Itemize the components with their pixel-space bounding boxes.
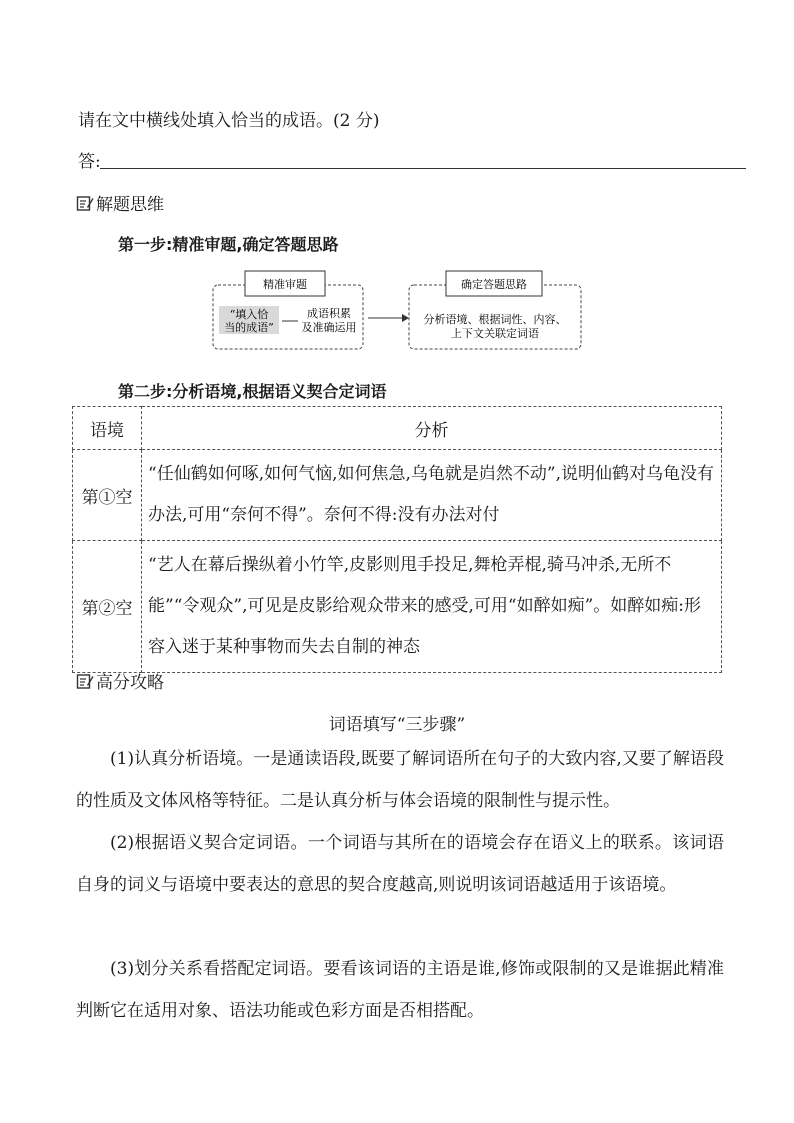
right-desc-line2: 上下文关联定词语 [451, 327, 539, 340]
section-title: 解题思维 [96, 195, 164, 215]
left-desc-line1: 成语积累 [307, 307, 351, 320]
row-analysis: “任仙鹤如何啄,如何气恼,如何焦急,乌龟就是岿然不动”,说明仙鹤对乌龟没有办法,可用“奈何不得”。奈何不得:没有办法对付 [142, 450, 722, 541]
left-quote-line1: “填入恰 [229, 308, 269, 321]
answer-blank-line[interactable] [100, 168, 746, 169]
left-quote-line2: 当的成语” [224, 321, 274, 334]
thinking-flow-diagram [210, 268, 590, 353]
step2-title: 第二步:分析语境,根据语义契合定词语 [118, 382, 387, 401]
left-box-label: 精准审题 [263, 278, 307, 291]
strategy-paragraph-3: (3)划分关系看搭配定词语。要看该词语的主语是谁,修饰或限制的又是谁据此精准判断它在适用对象、语法功能或色彩方面是否相搭配。 [76, 959, 724, 1021]
section-heading-strategy [76, 668, 164, 693]
section-heading-thinking [76, 190, 164, 215]
header-context: 语境 [73, 407, 142, 450]
analysis-table [72, 406, 722, 673]
table-row [73, 541, 722, 673]
strategy-title: 词语填写“三步骤” [328, 715, 466, 735]
table-header-row [73, 407, 722, 450]
question-text: 请在文中横线处填入恰当的成语。(2 分) [78, 111, 380, 131]
answer-label: 答: [78, 152, 101, 172]
flow-arrow-head [402, 314, 409, 322]
section-title: 高分攻略 [96, 673, 164, 693]
right-desc-line1: 分析语境、根据词性、内容、 [423, 313, 567, 326]
row-context: 第①空 [73, 450, 142, 541]
right-box-label: 确定答题思路 [461, 278, 527, 291]
left-desc-line2: 及准确运用 [301, 321, 357, 334]
step1-title: 第一步:精准审题,确定答题思路 [118, 235, 339, 254]
table-row [73, 450, 722, 541]
strategy-paragraph-1: (1)认真分析语境。一是通读语段,既要了解词语所在句子的大致内容,又要了解语段的性质及文体风格等特征。二是认真分析与体会语境的限制性与提示性。 [76, 749, 724, 811]
row-context: 第②空 [73, 541, 142, 673]
strategy-paragraph-2: (2)根据语义契合定词语。一个词语与其所在的语境会存在语义上的联系。该词语自身的词义与语境中要表达的意思的契合度越高,则说明该词语越适用于该语境。 [76, 833, 724, 895]
notepad-pencil-icon [76, 194, 94, 212]
row-analysis: “艺人在幕后操纵着小竹竿,皮影则甩手投足,舞枪弄棍,骑马冲杀,无所不能”“令观众”,可见是皮影给观众带来的感受,可用“如醉如痴”。如醉如痴:形容入迷于某种事物而失去自制的神态 [142, 541, 722, 673]
notepad-pencil-icon [76, 672, 94, 690]
header-analysis: 分析 [142, 407, 722, 450]
